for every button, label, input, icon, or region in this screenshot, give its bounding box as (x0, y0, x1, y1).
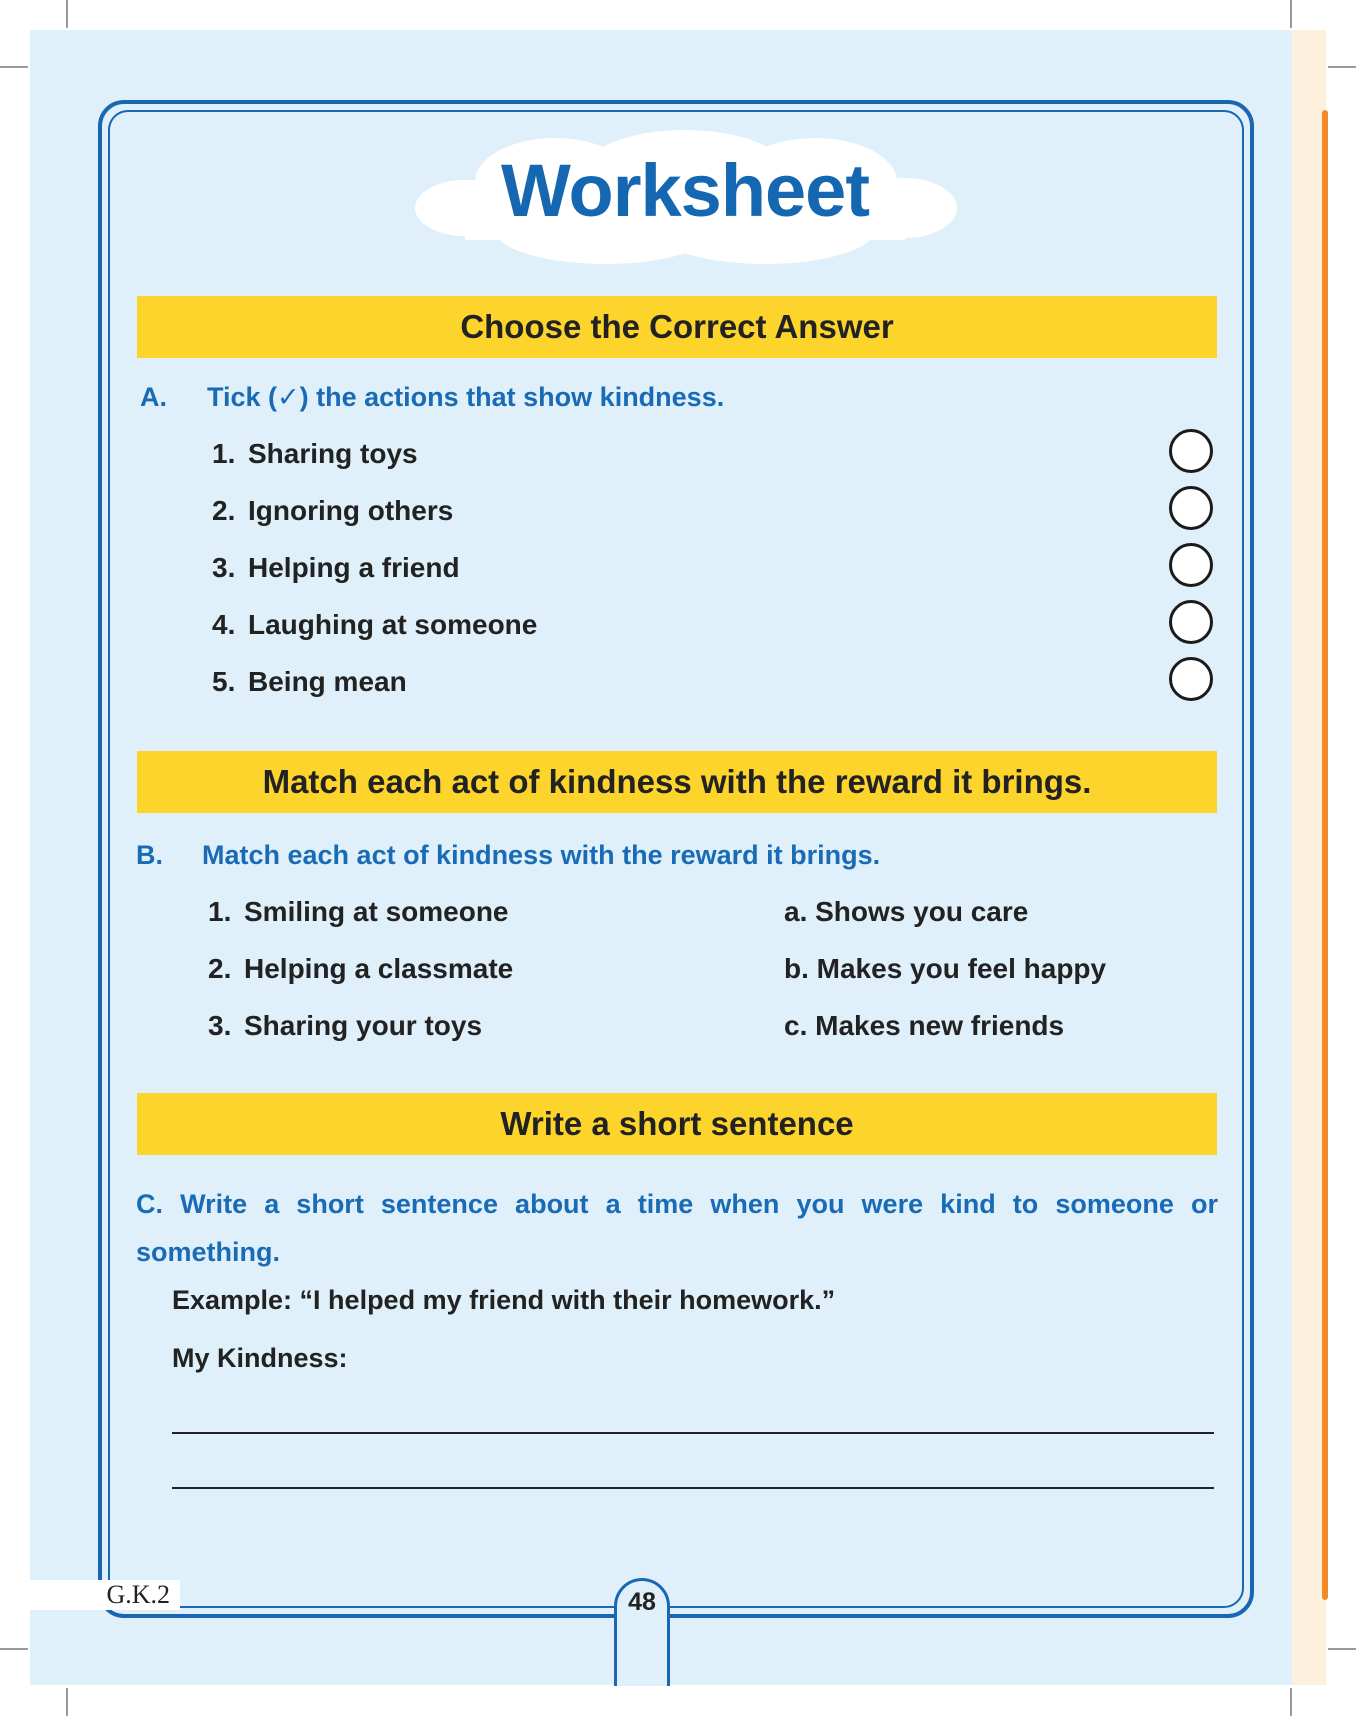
question-c-text: C. Write a short sentence about a time when you were kind to someone or something. (136, 1189, 1218, 1267)
match-right-item[interactable]: b. Makes you feel happy (784, 953, 1107, 984)
my-kindness-label: My Kindness: (172, 1343, 348, 1373)
side-strip (1292, 30, 1326, 1685)
crop-mark (1290, 0, 1292, 28)
section-banner-choose: Choose the Correct Answer (137, 296, 1217, 358)
match-left-item[interactable]: 2. Helping a classmate (208, 953, 514, 984)
crop-mark (0, 66, 28, 68)
list-item: 1. Sharing toys (212, 438, 418, 469)
crop-mark (66, 1688, 68, 1716)
page-title: Worksheet (501, 149, 869, 232)
answer-line-1[interactable] (172, 1432, 1214, 1434)
crop-mark (66, 0, 68, 28)
list-item: 5. Being mean (212, 666, 407, 697)
crop-mark (0, 1648, 28, 1650)
list-item: 2. Ignoring others (212, 495, 454, 526)
question-a-text: Tick (✓) the actions that show kindness. (207, 382, 725, 412)
tick-circle-2[interactable] (1169, 486, 1213, 530)
tick-circle-5[interactable] (1169, 657, 1213, 701)
question-b-text: Match each act of kindness with the reward it brings. (202, 840, 881, 870)
tick-circle-3[interactable] (1169, 543, 1213, 587)
list-item: 4. Laughing at someone (212, 609, 538, 640)
book-code: G.K.2 (30, 1580, 180, 1610)
section-banner-write: Write a short sentence (137, 1093, 1217, 1155)
tick-circle-1[interactable] (1169, 429, 1213, 473)
crop-mark (1328, 1648, 1356, 1650)
crop-mark (1328, 66, 1356, 68)
list-item: 3. Helping a friend (212, 552, 460, 583)
crop-mark (1290, 1688, 1292, 1716)
question-letter-b: B. (136, 840, 163, 870)
page-number: 48 (628, 1588, 656, 1616)
match-left-item[interactable]: 3. Sharing your toys (208, 1010, 483, 1041)
match-right-item[interactable]: a. Shows you care (784, 896, 1029, 927)
match-left-item[interactable]: 1. Smiling at someone (208, 896, 509, 927)
question-letter-a: A. (140, 382, 167, 412)
section-banner-match: Match each act of kindness with the reward it brings. (137, 751, 1217, 813)
example-sentence: Example: “I helped my friend with their homework.” (172, 1285, 836, 1315)
side-orange-bar (1322, 110, 1328, 1600)
answer-line-2[interactable] (172, 1487, 1214, 1489)
tick-circle-4[interactable] (1169, 600, 1213, 644)
match-right-item[interactable]: c. Makes new friends (784, 1010, 1065, 1041)
